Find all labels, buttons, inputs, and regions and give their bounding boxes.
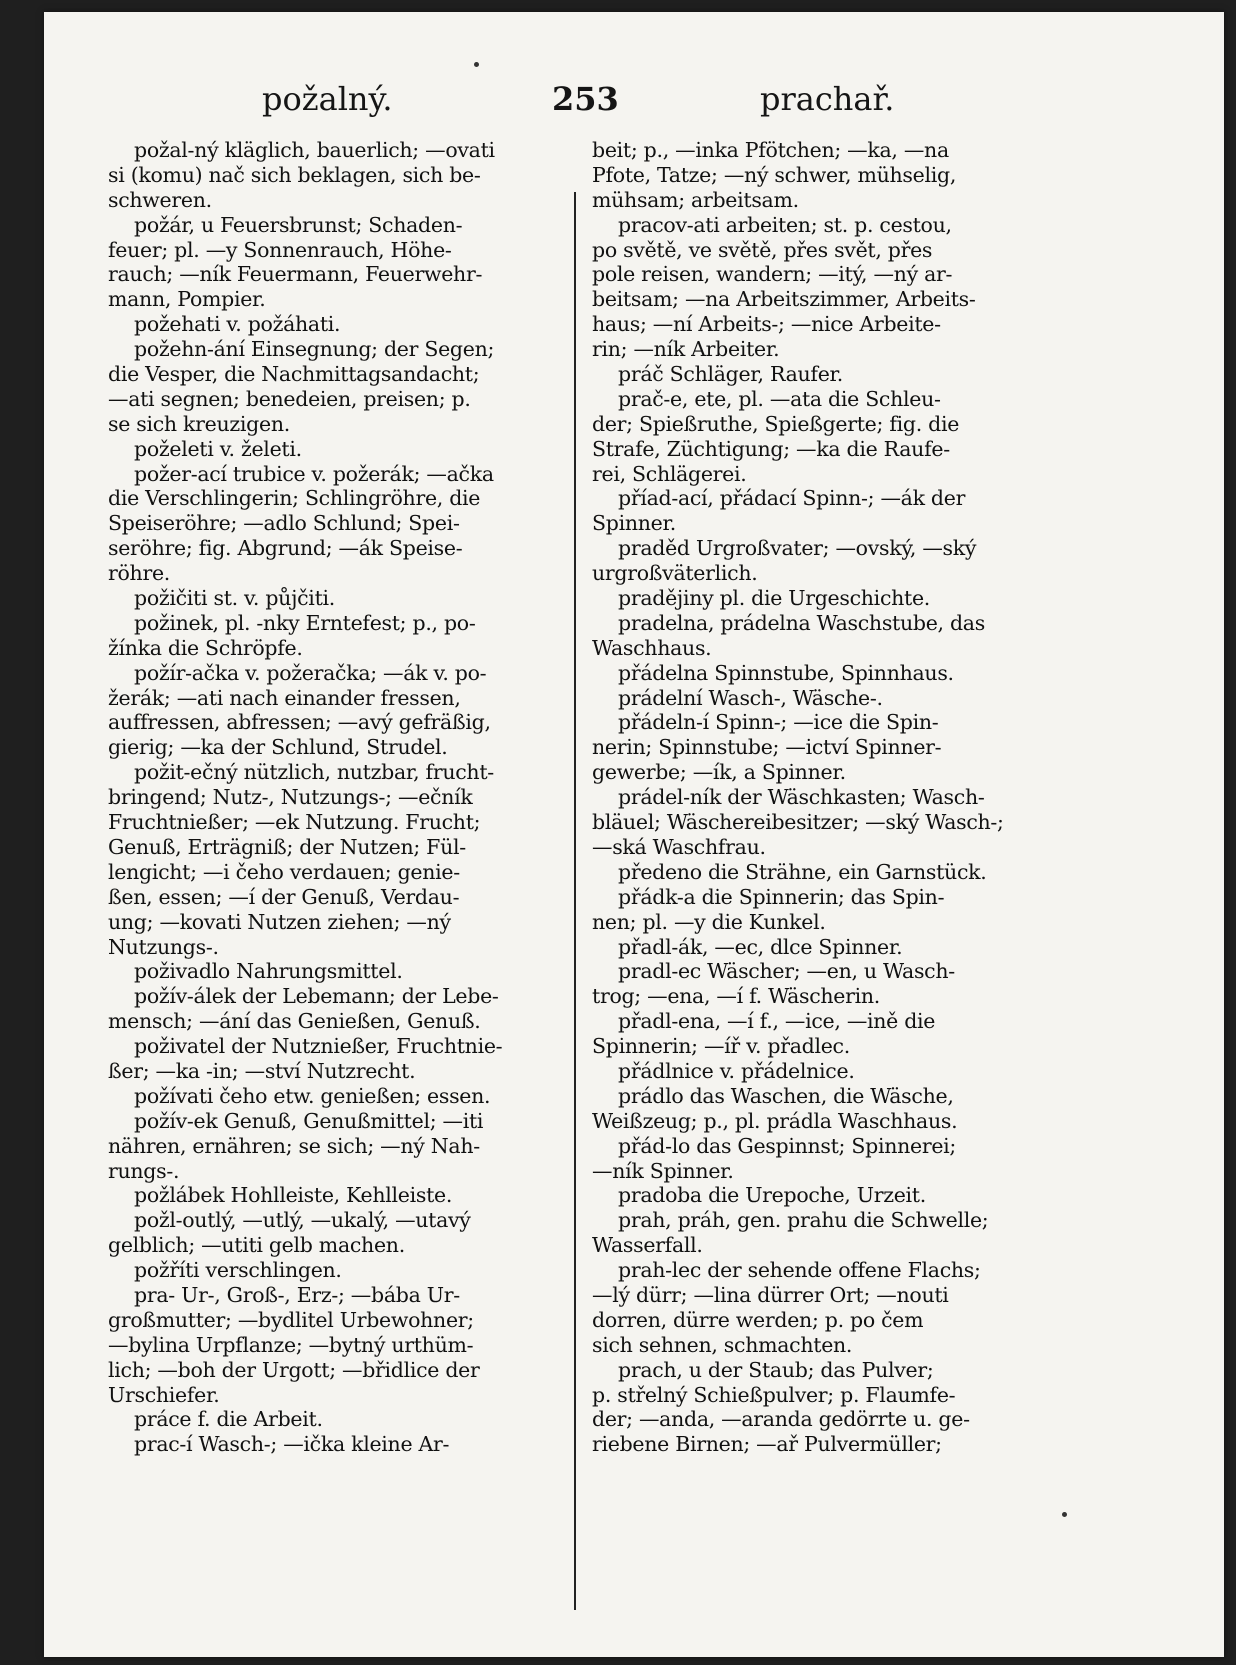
entry-line: —ník Spinner.: [592, 1158, 734, 1183]
entry-line: dorren, dürre werden; p. po čem: [592, 1307, 924, 1332]
entry-line: gierig; —ka der Schlund, Strudel.: [108, 735, 448, 760]
column-divider: [574, 192, 576, 1610]
entry-line: rin; —ník Arbeiter.: [592, 337, 780, 362]
entry-line: nen; pl. —y die Kunkel.: [592, 909, 826, 934]
entry-line: —ati segnen; benedeien, preisen; p.: [108, 386, 471, 411]
entry-line: pradějiny pl. die Urgeschichte.: [618, 586, 931, 611]
entry-line: Genuß, Erträgniß; der Nutzen; Fül-: [108, 834, 466, 859]
entry-line: mann, Pompier.: [108, 287, 266, 312]
entry-line: požičiti st. v. půjčiti.: [134, 586, 335, 611]
entry-line: přádlnice v. přádelnice.: [618, 1058, 855, 1083]
entry-line: požehati v. požáhati.: [134, 312, 341, 337]
entry-line: Strafe, Züchtigung; —ka die Raufe-: [592, 436, 950, 461]
dictionary-page: [44, 12, 1224, 1657]
entry-line: Urschiefer.: [108, 1382, 220, 1407]
entry-line: pracov-ati arbeiten; st. p. cestou,: [618, 212, 952, 237]
entry-line: —lý dürr; —lina dürrer Ort; —nouti: [592, 1282, 949, 1307]
entry-line: die Verschlingerin; Schlingröhre, die: [108, 486, 481, 511]
entry-line: poželeti v. želeti.: [134, 436, 302, 461]
entry-line: beitsam; —na Arbeitszimmer, Arbeits-: [592, 287, 976, 312]
print-speck: [474, 62, 479, 67]
entry-line: přádeln-í Spinn-; —ice die Spin-: [618, 710, 939, 735]
entry-line: požív-álek der Lebemann; der Lebe-: [134, 984, 499, 1009]
entry-line: pradoba die Urepoche, Urzeit.: [618, 1183, 926, 1208]
entry-line: nähren, ernähren; se sich; —ný Nah-: [108, 1133, 480, 1158]
entry-line: požívati čeho etw. genießen; essen.: [134, 1083, 491, 1108]
entry-line: mensch; —ání das Genießen, Genuß.: [108, 1009, 481, 1034]
entry-line: prádel-ník der Wäschkasten; Wasch-: [618, 785, 985, 810]
entry-line: poživadlo Nahrungsmittel.: [134, 959, 403, 984]
entry-line: lich; —boh der Urgott; —břidlice der: [108, 1357, 480, 1382]
entry-line: přádk-a die Spinnerin; das Spin-: [618, 884, 945, 909]
entry-line: haus; —ní Arbeits-; —nice Arbeite-: [592, 312, 941, 337]
entry-line: beit; p., —inka Pfötchen; —ka, —na: [592, 138, 949, 162]
entry-line: Spinner.: [592, 511, 676, 536]
entry-line: žínka die Schröpfe.: [108, 635, 303, 660]
entry-line: Fruchtnießer; —ek Nutzung. Frucht;: [108, 810, 481, 835]
entry-line: ung; —kovati Nutzen ziehen; —ný: [108, 909, 451, 934]
entry-line: rungs-.: [108, 1158, 180, 1183]
entry-line: požír-ačka v. požeračka; —ák v. po-: [134, 660, 487, 685]
entry-line: der; Spießruthe, Spießgerte; fig. die: [592, 411, 960, 436]
entry-line: großmutter; —bydlitel Urbewohner;: [108, 1307, 474, 1332]
entry-line: ßer; —ka -in; —ství Nutzrecht.: [108, 1058, 416, 1083]
entry-line: mühsam; arbeitsam.: [592, 187, 799, 212]
entry-line: si (komu) nač sich beklagen, sich be-: [108, 162, 481, 187]
entry-line: pole reisen, wandern; —itý, —ný ar-: [592, 262, 953, 287]
entry-line: požl-outlý, —utlý, —ukalý, —utavý: [134, 1208, 471, 1233]
entry-line: poživatel der Nutznießer, Fruchtnie-: [134, 1034, 503, 1059]
entry-line: rei, Schlägerei.: [592, 461, 747, 486]
entry-line: předeno die Strähne, ein Garnstück.: [618, 859, 987, 884]
header-right-guideword: prachař.: [760, 80, 895, 118]
entry-line: požlábek Hohlleiste, Kehlleiste.: [134, 1183, 453, 1208]
entry-line: auffressen, abfressen; —avý gefräßig,: [108, 710, 491, 735]
header-left-guideword: požalný.: [262, 80, 393, 118]
entry-line: urgroßväterlich.: [592, 561, 758, 586]
entry-line: prah-lec der sehende offene Flachs;: [618, 1258, 981, 1283]
entry-line: röhre.: [108, 561, 170, 586]
entry-line: lengicht; —i čeho verdauen; genie-: [108, 859, 460, 884]
entry-line: Waschhaus.: [592, 635, 712, 660]
entry-line: praděd Urgroßvater; —ovský, —ský: [618, 536, 977, 561]
entry-line: požinek, pl. -nky Erntefest; p., po-: [134, 610, 476, 635]
entry-line: přadl-ena, —í f., —ice, —ině die: [618, 1009, 936, 1034]
left-column: [108, 138, 590, 1608]
entry-line: požár, u Feuersbrunst; Schaden-: [134, 212, 463, 237]
entry-line: —bylina Urpflanze; —bytný urthüm-: [108, 1332, 474, 1357]
entry-line: požříti verschlingen.: [134, 1258, 342, 1283]
entry-line: nerin; Spinnstube; —ictví Spinner-: [592, 735, 942, 760]
entry-line: požer-ací trubice v. požerák; —ačka: [134, 461, 494, 486]
entry-line: —ská Waschfrau.: [592, 834, 766, 859]
entry-line: feuer; pl. —y Sonnenrauch, Höhe-: [108, 237, 452, 262]
entry-line: požit-ečný nützlich, nutzbar, frucht-: [134, 760, 494, 785]
entry-line: požív-ek Genuß, Genußmittel; —iti: [134, 1108, 484, 1133]
entry-line: požehn-ání Einsegnung; der Segen;: [134, 337, 495, 362]
entry-line: pradl-ec Wäscher; —en, u Wasch-: [618, 959, 955, 984]
entry-line: prac-í Wasch-; —ička kleine Ar-: [134, 1432, 450, 1457]
entry-line: požal-ný kläglich, bauerlich; —ovati: [134, 138, 495, 162]
entry-line: seröhre; fig. Abgrund; —ák Speise-: [108, 536, 463, 561]
entry-line: Wasserfall.: [592, 1233, 703, 1258]
entry-line: přád-lo das Gespinnst; Spinnerei;: [618, 1133, 957, 1158]
entry-line: po světě, ve světě, přes svět, přes: [592, 237, 933, 262]
entry-line: sich sehnen, schmachten.: [592, 1332, 853, 1357]
entry-line: trog; —ena, —í f. Wäscherin.: [592, 984, 880, 1009]
entry-line: žerák; —ati nach einander fressen,: [108, 685, 461, 710]
entry-line: Speiseröhre; —adlo Schlund; Spei-: [108, 511, 460, 536]
entry-line: Nutzungs-.: [108, 934, 219, 959]
entry-line: die Vesper, die Nachmittagsandacht;: [108, 362, 480, 387]
right-column: [592, 138, 1116, 1608]
entry-line: gelblich; —utiti gelb machen.: [108, 1233, 405, 1258]
entry-line: prádlo das Waschen, die Wäsche,: [618, 1083, 954, 1108]
entry-line: pradelna, prádelna Waschstube, das: [618, 610, 985, 635]
entry-line: prač-e, ete, pl. —ata die Schleu-: [618, 386, 941, 411]
entry-line: prach, u der Staub; das Pulver;: [618, 1357, 934, 1382]
entry-line: se sich kreuzigen.: [108, 411, 290, 436]
entry-line: ßen, essen; —í der Genuß, Verdau-: [108, 884, 460, 909]
entry-line: příad-ací, přádací Spinn-; —ák der: [618, 486, 966, 511]
entry-line: schweren.: [108, 187, 212, 212]
entry-line: prádelní Wasch-, Wäsche-.: [618, 685, 883, 710]
entry-line: Spinnerin; —íř v. přadlec.: [592, 1034, 850, 1059]
entry-line: rauch; —ník Feuermann, Feuerwehr-: [108, 262, 483, 287]
page-number: 253: [552, 80, 619, 118]
entry-line: Pfote, Tatze; —ný schwer, mühselig,: [592, 162, 957, 187]
page-header: [44, 80, 1224, 130]
entry-line: přádelna Spinnstube, Spinnhaus.: [618, 660, 954, 685]
entry-line: pra- Ur-, Groß-, Erz-; —bába Ur-: [134, 1282, 460, 1307]
entry-line: bläuel; Wäschereibesitzer; —ský Wasch-;: [592, 810, 1004, 835]
entry-line: přadl-ák, —ec, dlce Spinner.: [618, 934, 903, 959]
entry-line: prah, práh, gen. prahu die Schwelle;: [618, 1208, 989, 1233]
entry-line: riebene Birnen; —ař Pulvermüller;: [592, 1432, 942, 1457]
entry-line: p. střelný Schießpulver; p. Flaumfe-: [592, 1382, 956, 1407]
entry-line: gewerbe; —ík, a Spinner.: [592, 760, 846, 785]
entry-line: Weißzeug; p., pl. prádla Waschhaus.: [592, 1108, 958, 1133]
entry-line: der; —anda, —aranda gedörrte u. ge-: [592, 1407, 970, 1432]
entry-line: práce f. die Arbeit.: [134, 1407, 323, 1432]
print-speck: [1062, 1512, 1067, 1517]
entry-line: bringend; Nutz-, Nutzungs-; —ečník: [108, 785, 473, 810]
entry-line: práč Schläger, Raufer.: [618, 362, 843, 387]
